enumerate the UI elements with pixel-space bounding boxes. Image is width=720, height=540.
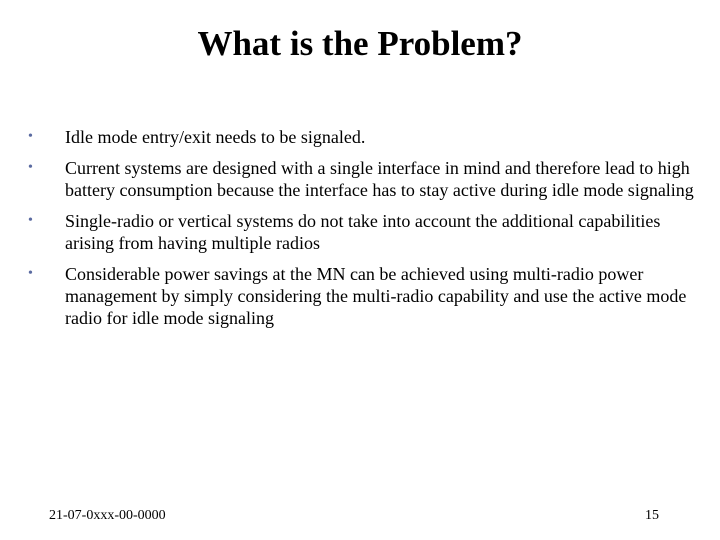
bullet-dot-icon: • bbox=[28, 160, 33, 175]
slide-title: What is the Problem? bbox=[197, 24, 523, 63]
bullet-text: Single-radio or vertical systems do not take into account the additional capabilities arising from having multiple radios bbox=[65, 211, 661, 253]
bullet-item bbox=[28, 157, 700, 201]
bullet-text: Current systems are designed with a single interface in mind and therefore lead to high battery consumption because the interface has to stay active during idle mode signaling bbox=[65, 158, 694, 200]
bullet-item bbox=[28, 210, 700, 254]
bullet-dot-icon: • bbox=[28, 266, 33, 281]
footer-document-id: 21-07-0xxx-00-0000 bbox=[49, 508, 166, 523]
bullet-text: Considerable power savings at the MN can be achieved using multi-radio power management by simply considering the multi-radio capability and use the active mode radio for idle mode signaling bbox=[65, 264, 687, 328]
bullet-dot-icon: • bbox=[28, 213, 33, 228]
bullet-list bbox=[28, 126, 700, 338]
footer-page-number: 15 bbox=[645, 508, 659, 523]
bullet-text: Idle mode entry/exit needs to be signaled. bbox=[65, 127, 366, 147]
bullet-dot-icon: • bbox=[28, 129, 33, 144]
bullet-item bbox=[28, 126, 700, 148]
bullet-item bbox=[28, 263, 700, 329]
